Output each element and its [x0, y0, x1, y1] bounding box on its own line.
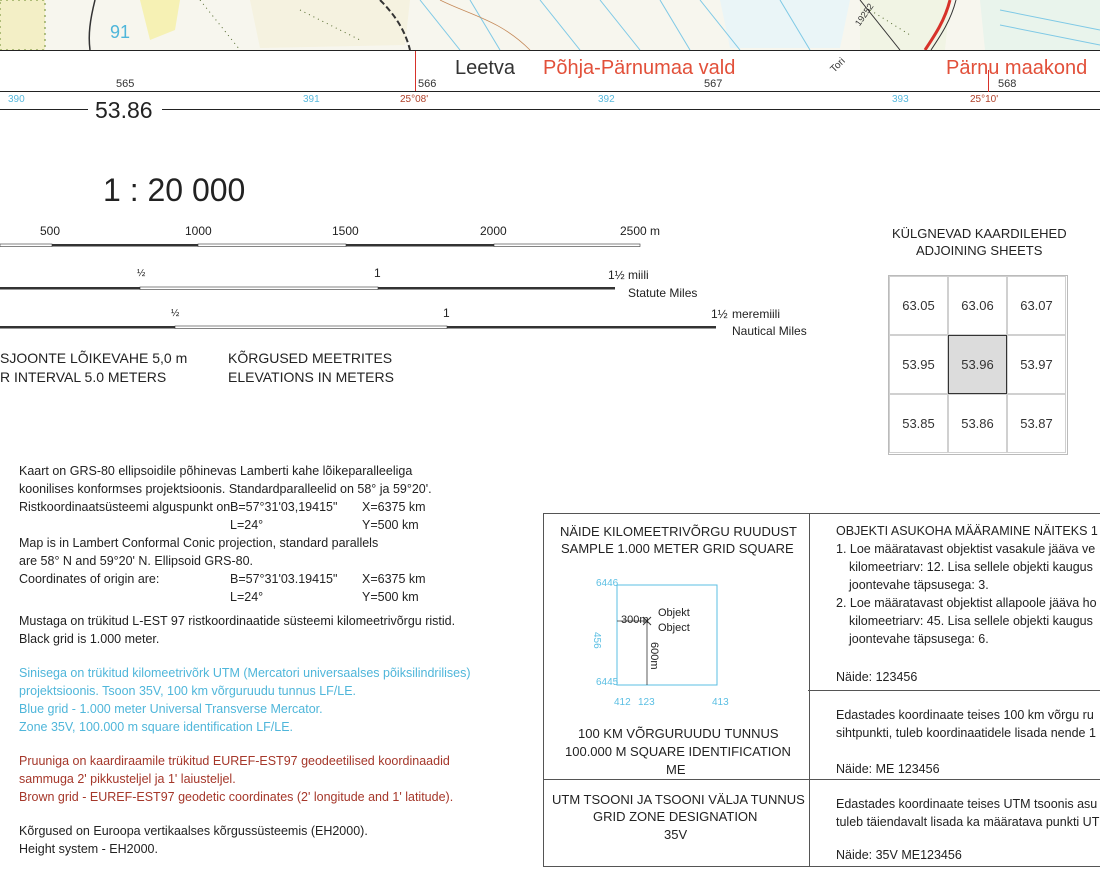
location-step: 2. Loe määratavast objektist allapoole jääva ho [836, 596, 1097, 610]
frame-sheet-line-right [162, 109, 1100, 110]
sample-easting-value: 123 [638, 697, 655, 708]
km-tick-label: 567 [704, 78, 723, 90]
height-system-en: Height system - EH2000. [19, 842, 158, 856]
sample-northing-top: 6446 [596, 578, 619, 589]
meter-label: 1000 [185, 224, 212, 238]
sample-object-et: Objekt [658, 607, 690, 619]
black-grid-en: Black grid is 1.000 meter. [19, 632, 160, 646]
parish-name: Põhja-Pärnumaa vald [543, 57, 736, 79]
blue-grid-line: projektsioonis. Tsoon 35V, 100 km võrguruudu tunnus LF/LE. [19, 684, 357, 698]
projection-et-x: X=6375 km [362, 500, 426, 514]
location-step: 1. Loe määratavast objektist vasakule jääva ve [836, 542, 1096, 556]
brown-grid-line: Pruuniga on kaardiraamile trükitud EUREF-EST97 geodeetilised koordinaadid [19, 754, 450, 768]
frame-inner-line [0, 91, 1100, 92]
adjoining-sheet: 53.85 [889, 394, 948, 453]
projection-et-line: Kaart on GRS-80 ellipsoidile põhinevas Lamberti kahe lõikeparalleeliga [19, 464, 413, 478]
sample-object-en: Object [658, 622, 690, 634]
location-example-1: Näide: 123456 [836, 670, 918, 684]
sample-distance-x: 300m [621, 614, 649, 626]
nautical-half: ½ [171, 308, 180, 319]
statute-half: ½ [137, 268, 146, 279]
projection-et-origin: Ristkoordinaatsüsteemi alguspunkt on: [19, 500, 234, 514]
statute-end: 1½ [608, 268, 625, 282]
projection-en-x: X=6375 km [362, 572, 426, 586]
adjoining-sheet: 63.07 [1007, 276, 1066, 335]
frame-sheet-line-left [0, 109, 88, 110]
utm-tick-label: 392 [598, 94, 615, 105]
place-name: Leetva [455, 57, 516, 79]
meter-label: 1500 [332, 224, 359, 238]
zone-id-code: 35V [664, 827, 688, 842]
sample-northing-bottom: 6445 [596, 677, 619, 688]
nautical-unit-et: meremiili [732, 307, 780, 321]
nautical-unit-en: Nautical Miles [732, 324, 807, 338]
map-excerpt [0, 0, 1100, 50]
projection-et-l: L=24° [230, 518, 264, 532]
statute-one: 1 [374, 266, 381, 280]
location-example-3: Näide: 35V ME123456 [836, 848, 962, 862]
location-para: Edastades koordinaate teises UTM tsoonis asu [836, 797, 1098, 811]
geo-tick-label: 25°08' [400, 94, 429, 105]
height-system-et: Kõrgused on Euroopa vertikaalses kõrgussüsteemis (EH2000). [19, 824, 368, 838]
projection-en-origin: Coordinates of origin are: [19, 572, 160, 586]
adjoining-sheets-grid [888, 275, 1068, 455]
location-step: joontevahe täpsusega: 6. [849, 632, 989, 646]
meter-label: 500 [40, 224, 61, 238]
elevations-en: ELEVATIONS IN METERS [228, 369, 394, 385]
km-tick-label: 566 [418, 78, 437, 90]
adjoining-title-en: ADJOINING SHEETS [916, 243, 1043, 258]
road-label: 19252 [853, 1, 876, 28]
zone-id-en: GRID ZONE DESIGNATION [593, 809, 758, 824]
meter-label: 2500 m [620, 224, 661, 238]
projection-en-y: Y=500 km [362, 590, 419, 604]
km-tick-label: 565 [116, 78, 135, 90]
location-step: kilomeetriarv: 45. Lisa sellele objekti kaugus [849, 614, 1093, 628]
projection-et-y: Y=500 km [362, 518, 419, 532]
scale-ratio: 1 : 20 000 [103, 172, 246, 208]
black-grid-et: Mustaga on trükitud L-EST 97 ristkoordinaatide süsteemi kilomeetrivõrgu ristid. [19, 614, 456, 628]
location-section [836, 522, 1098, 648]
meter-label: 2000 [480, 224, 507, 238]
adjoining-sheet: 53.87 [1007, 394, 1066, 453]
sample-easting-left: 412 [614, 697, 631, 708]
location-step: joontevahe täpsusega: 3. [849, 578, 989, 592]
location-example-2: Näide: ME 123456 [836, 762, 940, 776]
current-sheet: 53.96 [948, 335, 1007, 394]
statute-unit-en: Statute Miles [628, 286, 698, 300]
projection-en-l: L=24° [230, 590, 264, 604]
brown-grid-line: Brown grid - EUREF-EST97 geodetic coordinates (2' longitude and 1' latitude). [19, 790, 454, 804]
zone-id-et: UTM TSOONI JA TSOONI VÄLJA TUNNUS [552, 792, 805, 807]
square-id-code: ME [666, 762, 686, 777]
geo-tick-label: 25°10' [970, 94, 999, 105]
adjoining-sheet: 53.86 [948, 394, 1007, 453]
utm-tick-label: 393 [892, 94, 909, 105]
square-id-en: 100.000 M SQUARE IDENTIFICATION [565, 744, 791, 759]
utm-tick-label: 391 [303, 94, 320, 105]
sample-distance-y: 600m [648, 642, 660, 670]
location-h-line [808, 690, 1100, 691]
location-para: sihtpunkti, tuleb koordinaatidele lisada nende 1 [836, 726, 1096, 740]
projection-en-line: Map is in Lambert Conformal Conic projection, standard parallels [19, 536, 379, 550]
adjoining-sheet: 63.05 [889, 276, 948, 335]
contour-interval-et: SJOONTE LÕIKEVAHE 5,0 m [0, 350, 188, 366]
scale-bars [0, 240, 720, 330]
road-number: 91 [110, 22, 131, 42]
sample-h-line [543, 779, 808, 780]
sample-title-en: SAMPLE 1.000 METER GRID SQUARE [561, 541, 794, 556]
sample-title-et: NÄIDE KILOMEETRIVÕRGU RUUDUST [560, 524, 797, 539]
sample-vertical-value: 456 [591, 632, 602, 649]
adjoining-title-et: KÜLGNEVAD KAARDILEHED [892, 226, 1067, 241]
blue-grid-line: Zone 35V, 100.000 m square identification LF/LE. [19, 720, 294, 734]
location-para: tuleb täiendavalt lisada ka määratava punkti UT [836, 815, 1100, 829]
frame-top-line [0, 50, 1100, 51]
adjoining-sheet: 53.95 [889, 335, 948, 394]
red-tick [415, 51, 416, 91]
projection-et-b: B=57°31'03,19415" [230, 500, 338, 514]
location-para: Edastades koordinaate teises 100 km võrgu ru [836, 708, 1094, 722]
projection-en-line: are 58° N and 59°20' N. Ellipsoid GRS-80. [19, 554, 254, 568]
location-step: kilomeetriarv: 12. Lisa sellele objekti kaugus [849, 560, 1093, 574]
km-tick-label: 568 [998, 78, 1017, 90]
location-title: OBJEKTI ASUKOHA MÄÄRAMINE NÄITEKS 1 [836, 524, 1098, 538]
projection-note [19, 462, 471, 858]
county-name: Pärnu maakond [946, 57, 1088, 79]
blue-grid-line: Blue grid - 1.000 meter Universal Transverse Mercator. [19, 702, 323, 716]
square-id-et: 100 KM VÕRGURUUDU TUNNUS [578, 726, 779, 741]
sample-easting-right: 413 [712, 697, 729, 708]
map-excerpt-graphic [0, 0, 1100, 50]
projection-en-b: B=57°31'03.19415" [230, 572, 338, 586]
blue-grid-line: Sinisega on trükitud kilomeetrivõrk UTM (Mercatori universaalses põiksilindrilises) [19, 666, 471, 680]
statute-unit-et: miili [628, 268, 649, 282]
adjoining-sheet: 53.97 [1007, 335, 1066, 394]
sheet-number: 53.86 [95, 97, 153, 123]
nautical-end: 1½ [711, 307, 728, 321]
place-small: Tori [828, 55, 848, 76]
adjoining-sheet: 63.06 [948, 276, 1007, 335]
location-h-line [808, 779, 1100, 780]
contour-interval-en: R INTERVAL 5.0 METERS [0, 369, 167, 385]
elevations-et: KÕRGUSED MEETRITES [228, 350, 393, 366]
nautical-one: 1 [443, 306, 450, 320]
projection-et-line: koonilises konformses projektsioonis. Standardparalleelid on 58° ja 59°20'. [19, 482, 432, 496]
brown-grid-line: sammuga 2' pikkusteljel ja 1' laiusteljel. [19, 772, 236, 786]
utm-tick-label: 390 [8, 94, 25, 105]
